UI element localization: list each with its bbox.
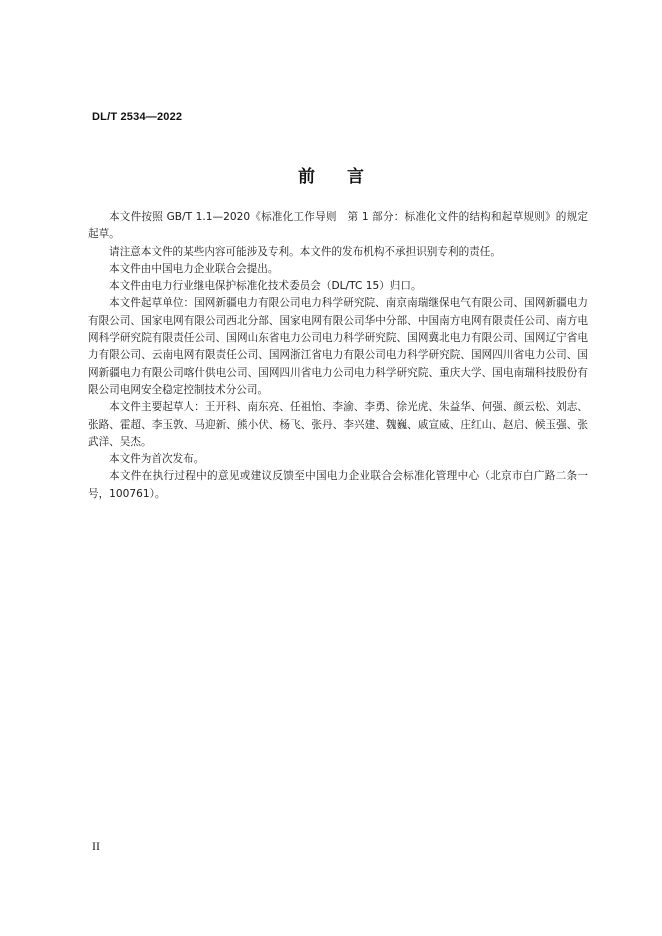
paragraph-feedback: 本文件在执行过程中的意见或建议反馈至中国电力企业联合会标准化管理中心（北京市白广路二条一号，100761）。	[88, 470, 588, 500]
foreword-body	[88, 209, 588, 503]
paragraph-proposer: 本文件由中国电力企业联合会提出。	[109, 262, 279, 275]
page-title: 前言	[298, 167, 396, 187]
paragraph-drafting-rule: 本文件按照 GB/T 1.1—2020《标准化工作导则 第 1 部分：标准化文件的结构和起草规则》的规定起草。	[88, 211, 588, 241]
paragraph-first-release: 本文件为首次发布。	[109, 453, 205, 466]
document-code: DL/T 2534—2022	[92, 111, 183, 123]
page-number: II	[92, 839, 100, 853]
paragraph-committee: 本文件由电力行业继电保护标准化技术委员会（DL/TC 15）归口。	[109, 280, 422, 293]
paragraph-drafting-units: 本文件起草单位：国网新疆电力有限公司电力科学研究院、南京南瑞继保电气有限公司、国网新疆电力有限公司、国家电网有限公司西北分部、国家电网有限公司华中分部、中国南方电网有限责任公司、南方电网科学研究院有限责任公司、国网山东省电力公司电力科学研究院、国网冀北电力有限公司、国网辽宁省电力有限公司、云南电网有限责任公司、国网浙江省电力有限公司电力科学研究院、国网四川省电力公司、国网新疆电力有限公司喀什供电公司、国网四川省电力公司电力科学研究院、重庆大学、国电南瑞科技股份有限公司电网安全稳定控制技术分公司。	[88, 297, 588, 396]
paragraph-patent-notice: 请注意本文件的某些内容可能涉及专利。本文件的发布机构不承担识别专利的责任。	[109, 245, 501, 258]
paragraph-drafters: 本文件主要起草人：王开科、南东亮、任祖怡、李渝、李勇、徐光虎、朱益华、何强、颜云松、刘志、张路、霍超、李玉敦、马迎新、熊小伏、杨飞、张丹、李兴建、魏巍、戚宣威、庄红山、赵启、候玉强、张武洋、吴杰。	[88, 401, 588, 448]
